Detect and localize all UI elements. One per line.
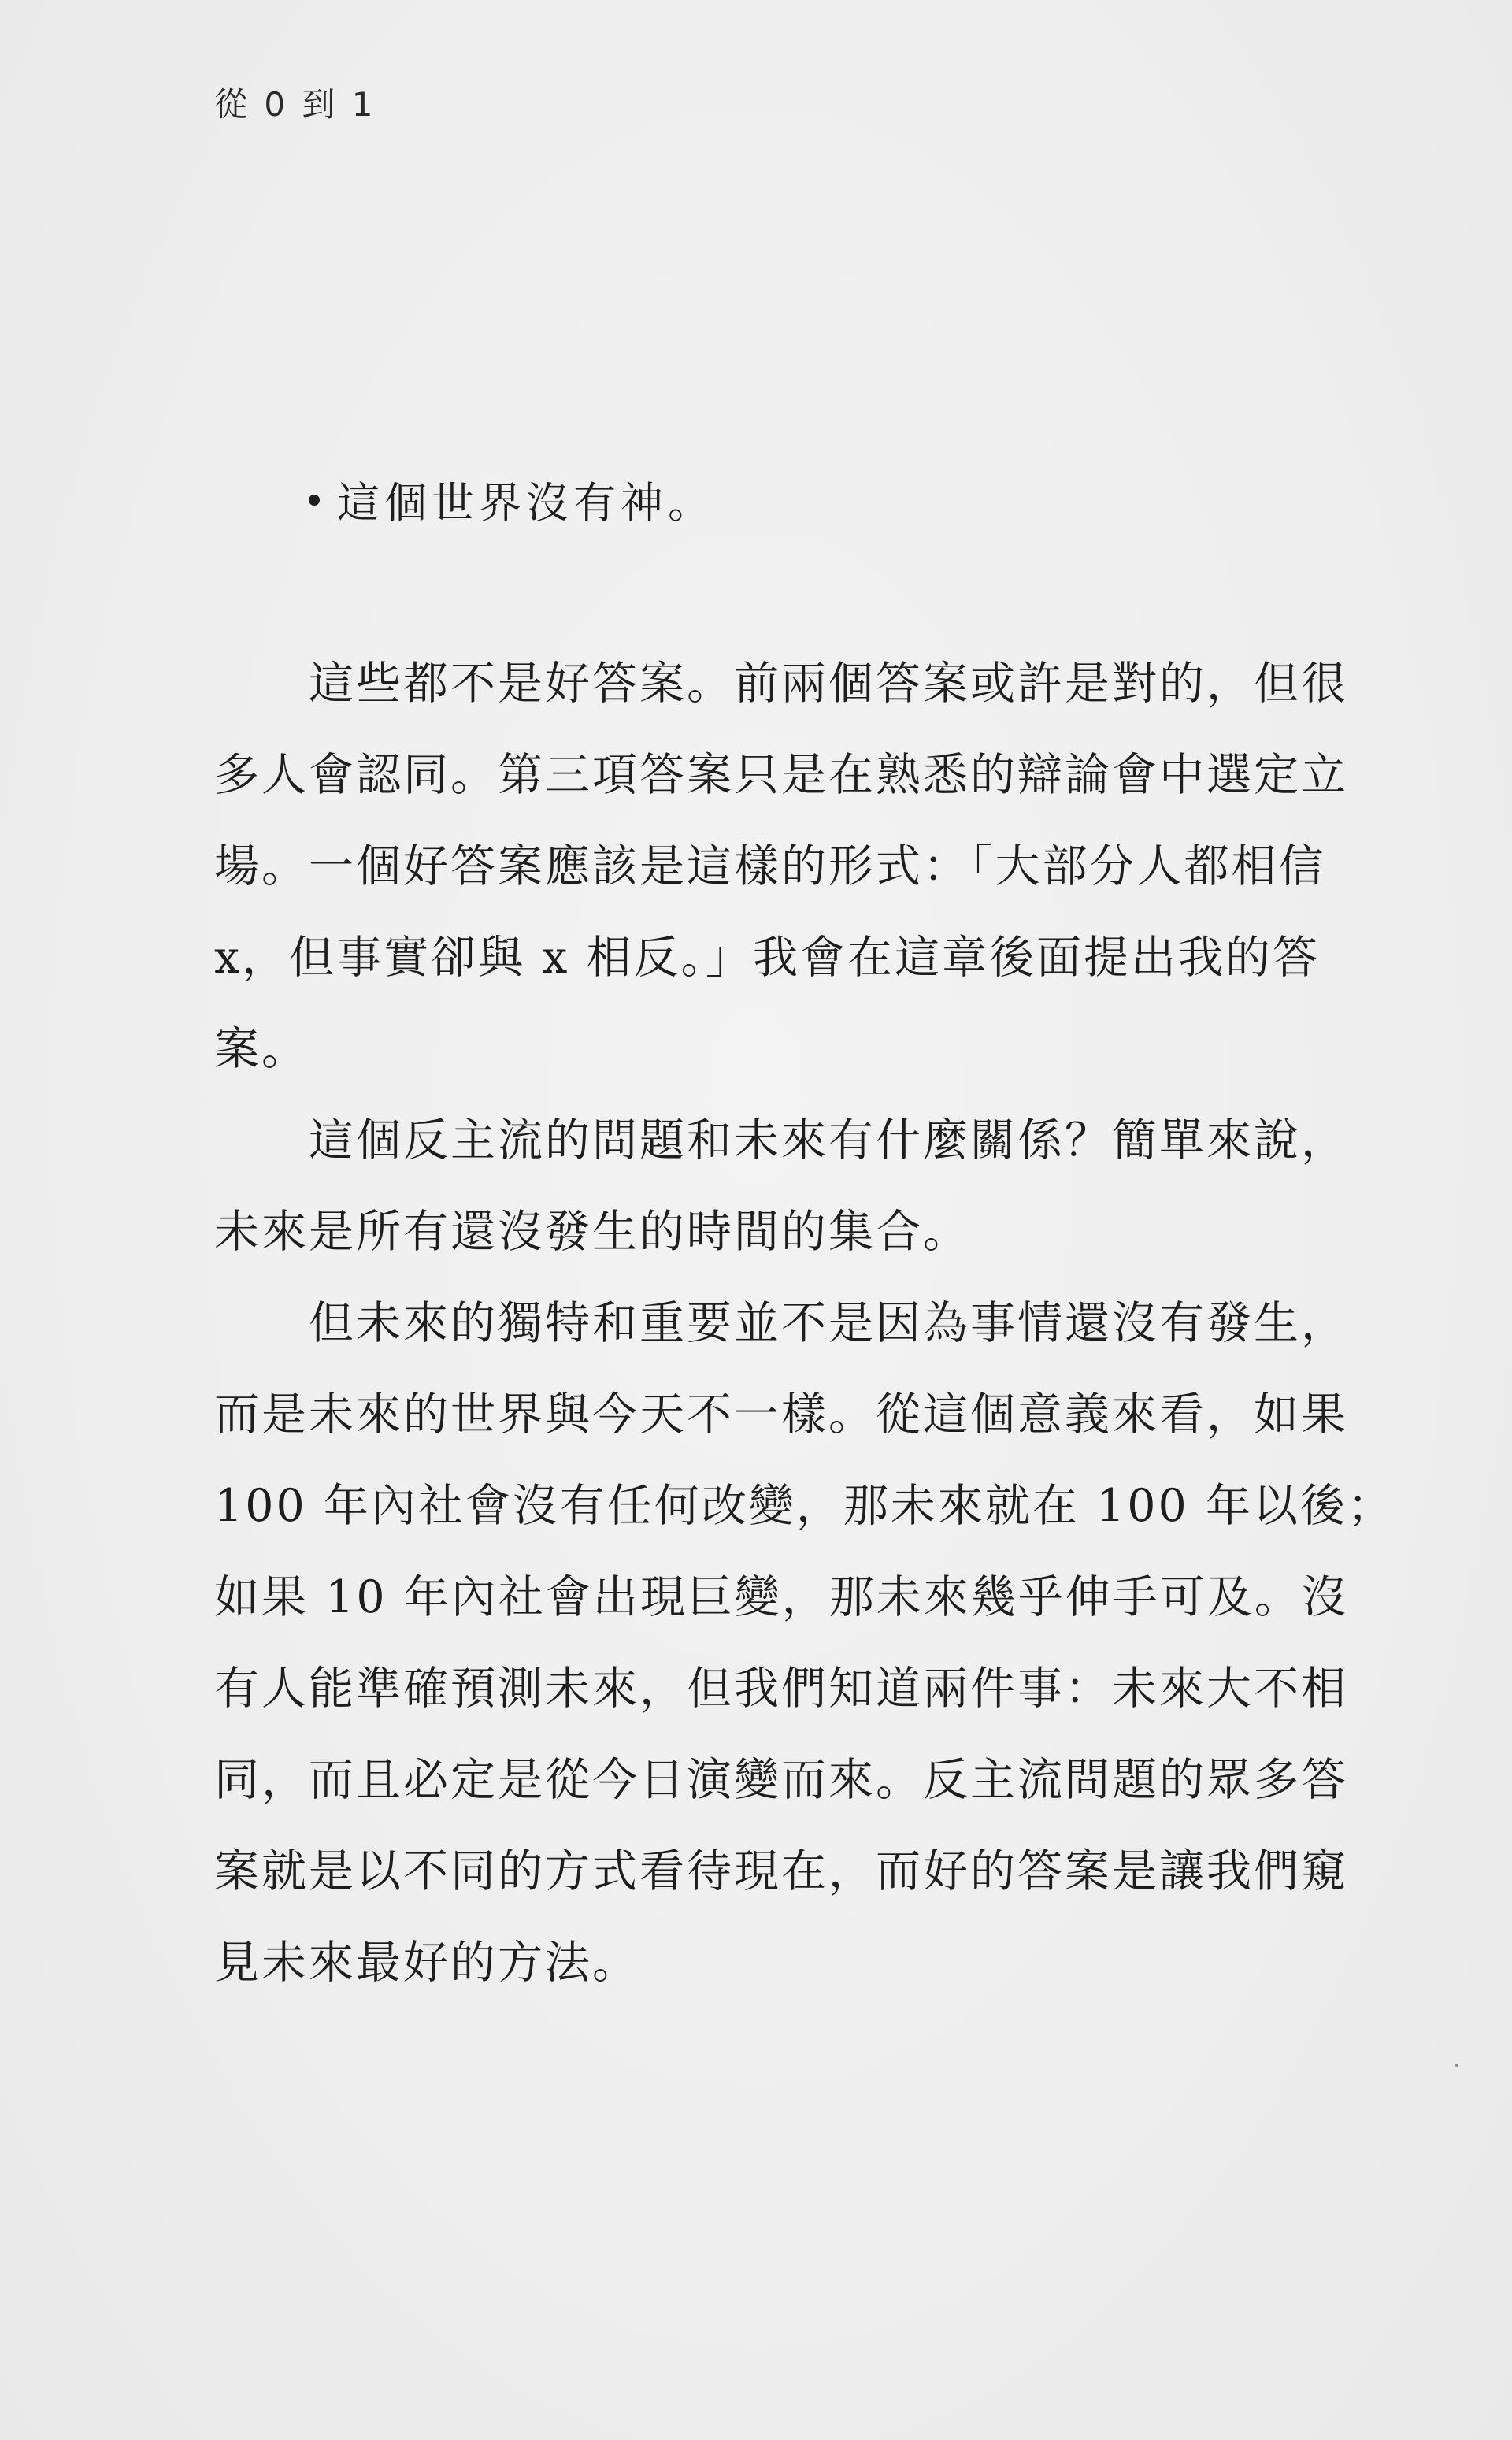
running-head: 從 0 到 1: [214, 85, 376, 124]
bullet-icon: [309, 495, 320, 506]
paper-speck: [1455, 2064, 1458, 2067]
paragraph-3-line-3: 100 年內社會沒有任何改變，那未來就在 100 年以後；: [214, 1480, 1395, 1532]
paragraph-2-line-2: 未來是所有還沒發生的時間的集合。: [214, 1206, 970, 1258]
paragraph-1-line-3: 場。一個好答案應該是這樣的形式：「大部分人都相信: [214, 840, 1326, 892]
paragraph-3-line-7: 案就是以不同的方式看待現在，而好的答案是讓我們窺: [214, 1845, 1348, 1897]
paragraph-1-line-4: x，但事實卻與 x 相反。」我會在這章後面提出我的答: [214, 932, 1321, 984]
paragraph-2-line-1: 這個反主流的問題和未來有什麼關係？簡單來說，: [309, 1114, 1348, 1166]
paragraph-3-line-1: 但未來的獨特和重要並不是因為事情還沒有發生，: [309, 1297, 1348, 1349]
bullet-text: 這個世界沒有神。: [337, 478, 715, 528]
paragraph-3-line-5: 有人能準確預測未來，但我們知道兩件事：未來大不相: [214, 1663, 1348, 1715]
paragraph-3-line-2: 而是未來的世界與今天不一樣。從這個意義來看，如果: [214, 1389, 1348, 1441]
paragraph-3-line-4: 如果 10 年內社會出現巨變，那未來幾乎伸手可及。沒: [214, 1571, 1349, 1623]
paragraph-1-line-5: 案。: [214, 1023, 309, 1075]
paragraph-1-line-2: 多人會認同。第三項答案只是在熟悉的辯論會中選定立: [214, 749, 1348, 801]
paragraph-3-line-6: 同，而且必定是從今日演變而來。反主流問題的眾多答: [214, 1754, 1348, 1806]
paragraph-3-line-8: 見未來最好的方法。: [214, 1937, 639, 1989]
paragraph-1-line-1: 這些都不是好答案。前兩個答案或許是對的，但很: [309, 658, 1348, 710]
bullet-item: [309, 469, 715, 530]
